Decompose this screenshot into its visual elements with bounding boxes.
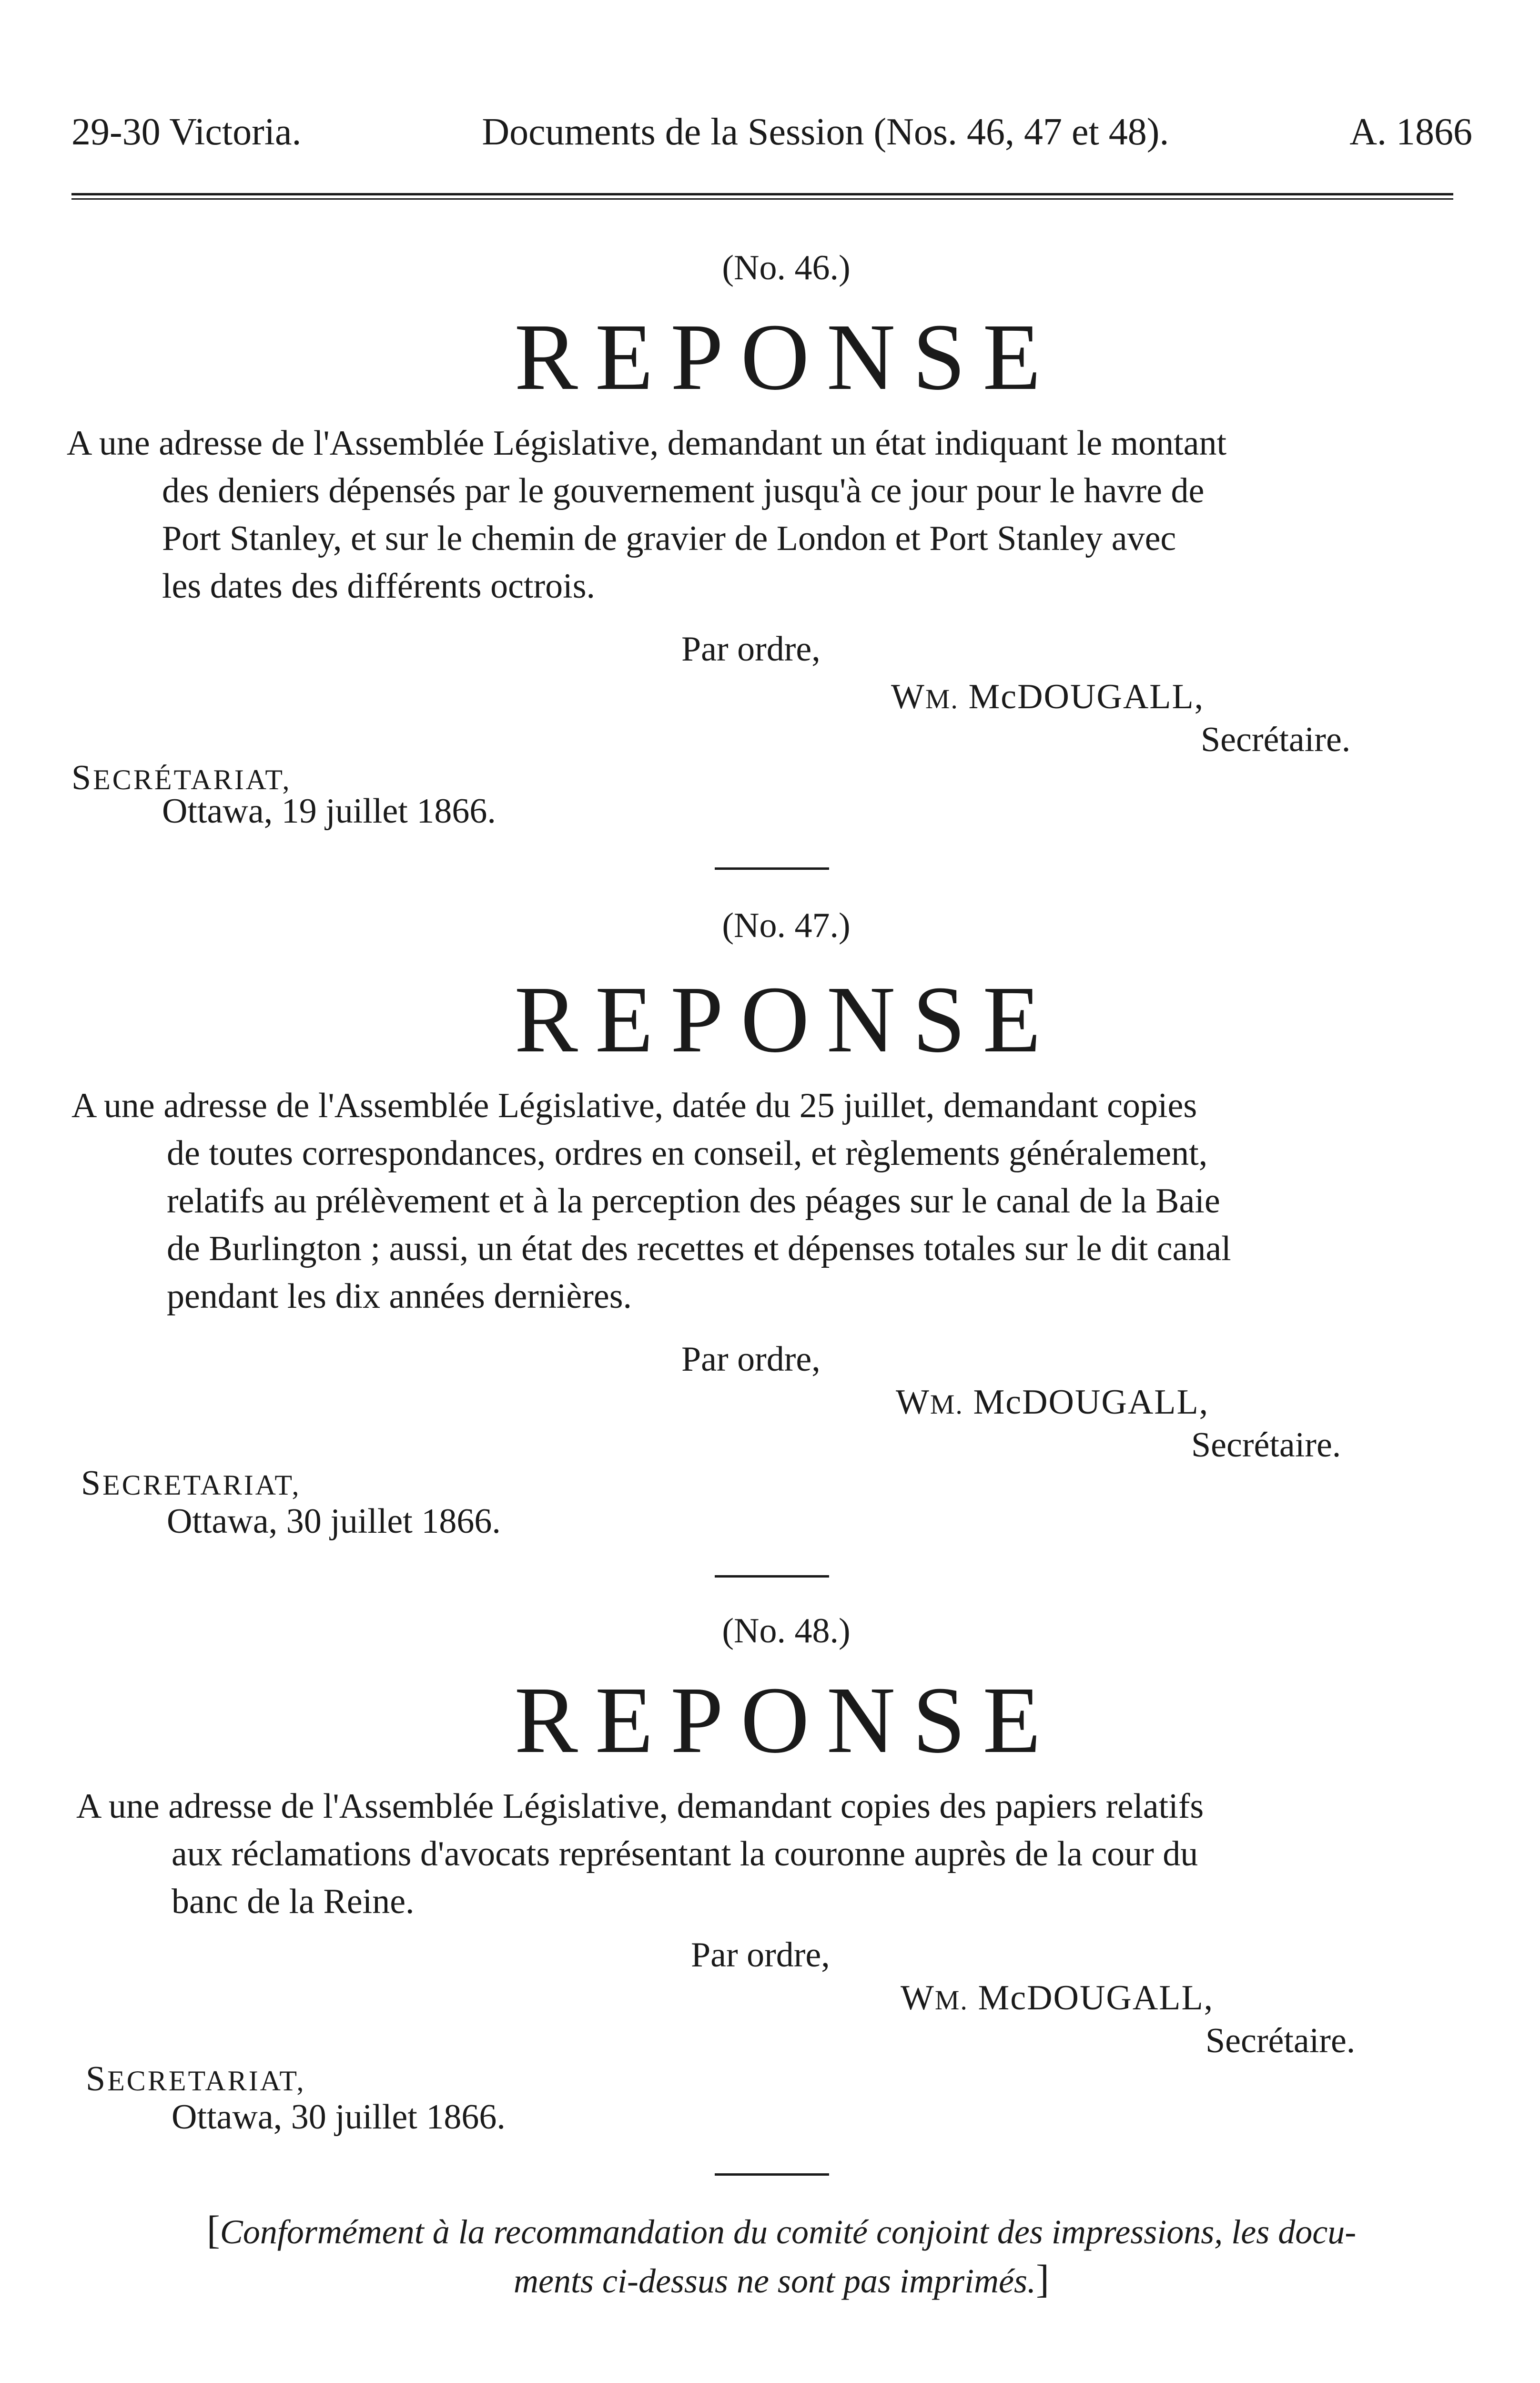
footnote-line-2: ments ci-dessus ne sont pas imprimés. — [514, 2262, 1036, 2300]
paragraph-line: banc de la Reine. — [172, 1882, 415, 1921]
paragraph-line: des deniers dépensés par le gouvernement jusqu'à ce jour pour le havre de — [162, 471, 1205, 510]
address-paragraph — [71, 1082, 1463, 1320]
par-ordre: Par ordre, — [681, 1340, 821, 1379]
signer-surname: McDOUGALL, — [968, 677, 1205, 716]
office-initial: S — [71, 758, 93, 797]
par-ordre: Par ordre, — [681, 630, 821, 669]
section-divider — [715, 2173, 829, 2176]
running-head-title: Documents de la Session — [482, 111, 864, 153]
signer-small-caps: M. — [934, 1985, 968, 2016]
paragraph-line: de toutes correspondances, ordres en conseil, et règlements généralement, — [167, 1134, 1208, 1173]
signer-surname: McDOUGALL, — [978, 1978, 1214, 2017]
office-rest: ECRÉTARIAT, — [93, 764, 292, 795]
address-paragraph — [67, 419, 1458, 610]
paragraph-line: de Burlington ; aussi, un état des recettes et dépenses totales sur le dit canal — [167, 1229, 1231, 1268]
paragraph-line: pendant les dix années dernières. — [167, 1277, 632, 1316]
signer-initial: W — [901, 1978, 935, 2017]
dateline: Ottawa, 30 juillet 1866. — [172, 2098, 506, 2137]
office-rest: ECRETARIAT, — [102, 1469, 301, 1501]
paragraph-line: Port Stanley, et sur le chemin de gravier de London et Port Stanley avec — [162, 519, 1176, 558]
address-paragraph — [76, 1782, 1468, 1925]
paragraph-line: les dates des différents octrois. — [162, 567, 595, 606]
footnote — [91, 2207, 1472, 2305]
document-number: (No. 46.) — [722, 248, 851, 287]
dateline: Ottawa, 19 juillet 1866. — [162, 792, 496, 831]
paragraph-line: A une adresse de l'Assemblée Législative, demandant un état indiquant le montant — [67, 424, 1227, 463]
paragraph-line: relatifs au prélèvement et à la perception des péages sur le canal de la Baie — [167, 1181, 1220, 1221]
signer-role: Secrétaire. — [1201, 720, 1351, 759]
signer-small-caps: M. — [925, 683, 959, 714]
office-rest: ECRETARIAT, — [107, 2065, 306, 2097]
dateline: Ottawa, 30 juillet 1866. — [167, 1502, 501, 1541]
office-initial: S — [81, 1464, 103, 1503]
footnote-line-1: Conformément à la recommandation du comité conjoint des impressions, les docu- — [220, 2213, 1357, 2251]
signer-name — [896, 1382, 1209, 1423]
document-number: (No. 48.) — [722, 1611, 851, 1650]
paragraph-line: aux réclamations d'avocats représentant la couronne auprès de la cour du — [172, 1834, 1198, 1874]
running-head-numbers: (Nos. 46, 47 et 48). — [873, 111, 1169, 153]
signer-small-caps: M. — [930, 1389, 963, 1420]
paragraph-line: A une adresse de l'Assemblée Législative, demandant copies des papiers relatifs — [76, 1787, 1204, 1826]
signer-initial: W — [891, 677, 925, 716]
signer-role: Secrétaire. — [1206, 2021, 1356, 2060]
signer-name — [891, 677, 1204, 717]
signer-role: Secrétaire. — [1191, 1426, 1341, 1465]
office-name — [86, 2059, 306, 2099]
section-heading: REPONSE — [514, 967, 1058, 1072]
office-name — [81, 1463, 301, 1504]
running-head-center — [482, 111, 1169, 154]
signer-surname: McDOUGALL, — [973, 1383, 1209, 1422]
footnote-close-bracket: ] — [1035, 2257, 1049, 2302]
signer-initial: W — [896, 1383, 930, 1422]
office-initial: S — [86, 2059, 108, 2098]
section-divider — [715, 867, 829, 870]
section-heading: REPONSE — [514, 1668, 1058, 1773]
section-divider — [715, 1575, 829, 1578]
signer-name — [901, 1978, 1214, 2018]
document-number: (No. 47.) — [722, 906, 851, 945]
running-head-right: A. 1866 — [1349, 111, 1472, 153]
paragraph-line: A une adresse de l'Assemblée Législative, datée du 25 juillet, demandant copies — [71, 1086, 1197, 1125]
header-double-rule — [71, 193, 1453, 200]
footnote-open-bracket: [ — [206, 2208, 220, 2252]
section-heading: REPONSE — [514, 305, 1058, 410]
par-ordre: Par ordre, — [691, 1935, 830, 1975]
running-head-left: 29-30 Victoria. — [71, 111, 302, 153]
running-head — [71, 111, 1472, 154]
